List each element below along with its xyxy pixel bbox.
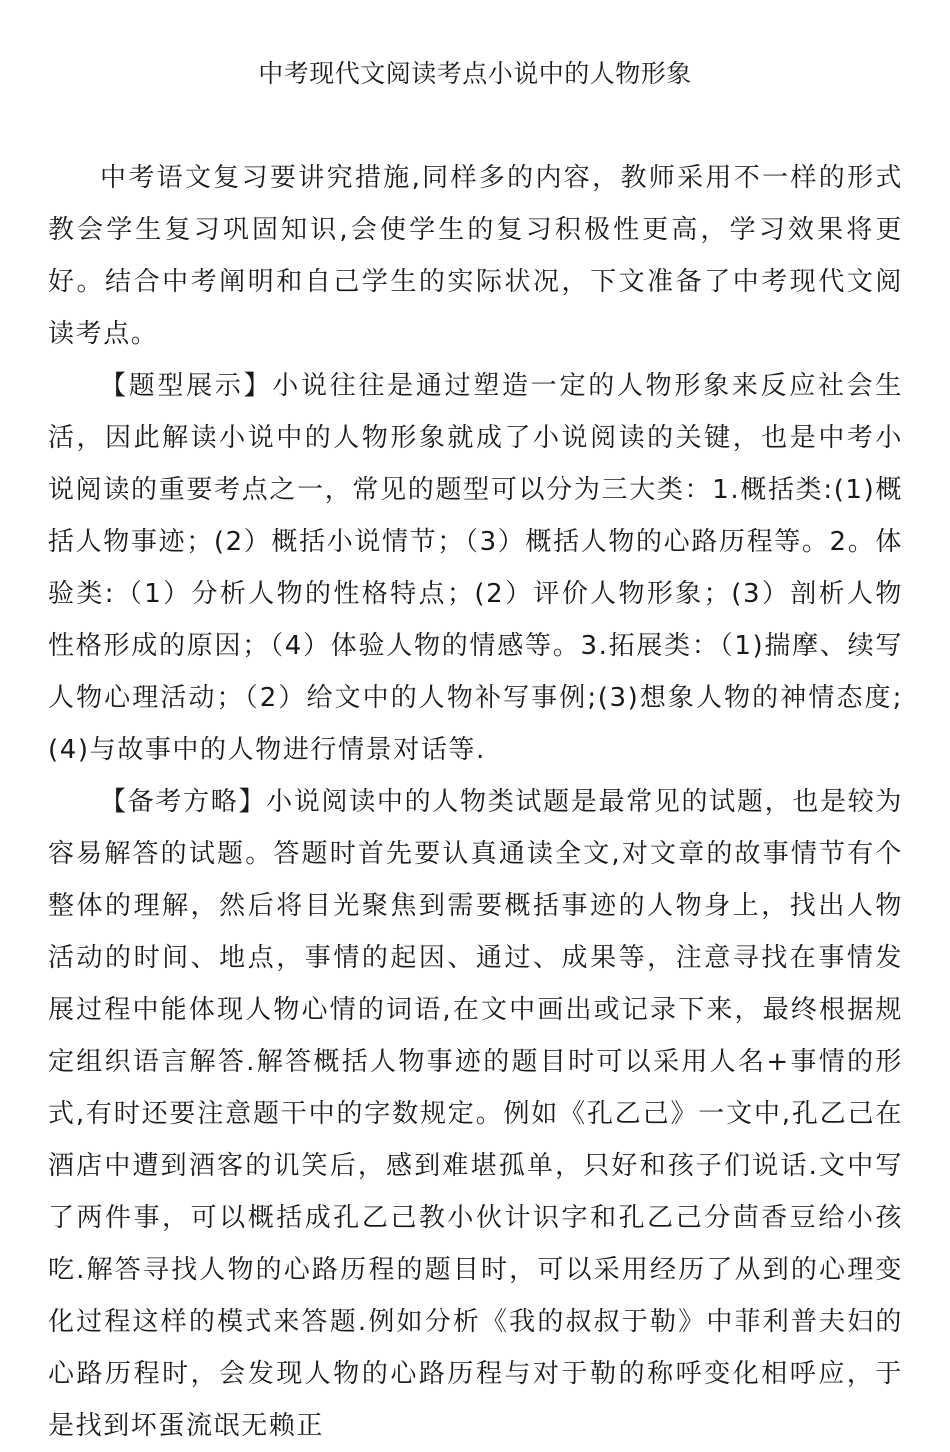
paragraph-intro: 中考语文复习要讲究措施,同样多的内容，教师采用不一样的形式教会学生复习巩固知识,会使学生的复习积极性更高，学习效果将更好。结合中考阐明和自己学生的实际状况，下文准备了中考现代文阅读考点。 — [48, 163, 903, 349]
document-body — [48, 152, 903, 1452]
paragraph-question-types: 【题型展示】小说往往是通过塑造一定的人物形象来反应社会生活，因此解读小说中的人物形象就成了小说阅读的关键，也是中考小说阅读的重要考点之一，常见的题型可以分为三大类：1.概括类:(1)概括人物事迹；(2）概括小说情节；（3）概括人物的心路历程等。2。体验类:（1）分析人物的性格特点；(2）评价人物形象；(3）剖析人物性格形成的原因；（4）体验人物的情感等。3.拓展类：（1)揣摩、续写人物心理活动；（2）给文中的人物补写事例;(3)想象人物的神情态度;(4)与故事中的人物进行情景对话等. — [48, 371, 903, 765]
paragraph-exam-strategy: 【备考方略】小说阅读中的人物类试题是最常见的试题，也是较为容易解答的试题。答题时首先要认真通读全文,对文章的故事情节有个整体的理解，然后将目光聚焦到需要概括事迹的人物身上，找出人物活动的时间、地点，事情的起因、通过、成果等，注意寻找在事情发展过程中能体现人物心情的词语,在文中画出或记录下来，最终根据规定组织语言解答.解答概括人物事迹的题目时可以采用人名+事情的形式,有时还要注意题干中的字数规定。例如《孔乙己》一文中,孔乙己在酒店中遭到酒客的讥笑后，感到难堪孤单，只好和孩子们说话.文中写了两件事，可以概括成孔乙己教小伙计识字和孔乙己分茴香豆给小孩吃.解答寻找人物的心路历程的题目时，可以采用经历了从到的心理变化过程这样的模式来答题.例如分析《我的叔叔于勒》中菲利普夫妇的心路历程时，会发现人物的心路历程与对于勒的称呼变化相呼应，于是找到坏蛋流氓无赖正 — [48, 787, 903, 1441]
document-title: 中考现代文阅读考点小说中的人物形象 — [258, 59, 692, 88]
